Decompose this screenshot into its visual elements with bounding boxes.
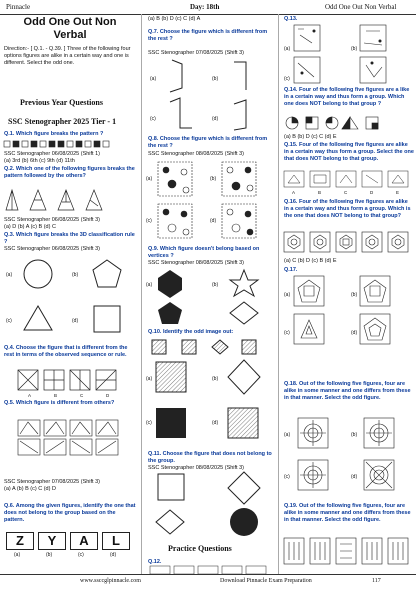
q13-figures <box>284 23 412 87</box>
q17-label-a: (a) <box>284 292 291 298</box>
q12-figure-row <box>148 566 274 574</box>
q18-label-a: (a) <box>284 432 291 438</box>
q3-text: Q.3. Which figure breaks the 3D classification rule ? <box>4 232 135 245</box>
q16-text: Q.16. Four of the following five figures are alike in a certain way and thus form a group. Which is the one that does NOT belong to that group? <box>284 199 411 219</box>
q5-figure-grid <box>18 420 126 456</box>
page-title: Odd One Out Non Verbal <box>23 16 117 41</box>
q1-options: (a) 3rd (b) 6th (c) 9th (d) 11th <box>4 158 75 164</box>
q6-letter-z: Z <box>6 532 34 550</box>
q7-label-b: (b) <box>212 76 219 82</box>
q8-label-b: (b) <box>210 176 217 182</box>
q1-figure-row <box>4 140 136 148</box>
q13-label-a: (a) <box>284 46 291 52</box>
q2-figure-row <box>4 188 134 216</box>
q8-text: Q.8. Choose the figure which is different from the rest ? <box>148 136 268 149</box>
q6-letter-a: A <box>70 532 98 550</box>
q8-label-a: (a) <box>146 176 153 182</box>
header-brand: Pinnacle <box>6 3 31 11</box>
q18-label-c: (c) <box>284 474 290 480</box>
q9-label-b: (b) <box>212 282 219 288</box>
q8-label-c: (c) <box>146 218 152 224</box>
q7-label-c: (c) <box>150 116 156 122</box>
q7-figures <box>148 58 274 134</box>
q3-label-d: (d) <box>72 318 79 324</box>
q17-label-b: (b) <box>351 292 358 298</box>
q16-options: (a) C (b) D (c) B (d) E <box>284 258 337 264</box>
q19-figure-row <box>284 538 412 568</box>
q9-label-a: (a) <box>146 282 153 288</box>
header-topic: Odd One Out Non Verbal <box>325 3 397 11</box>
q14-text: Q.14. Four of the following five figures are a like in a certain way and thus form a group. Which one does NOT belong to that group ? <box>284 87 410 107</box>
q4-figure-row <box>18 370 126 392</box>
q10-figures <box>148 338 274 356</box>
q18-label-d: (d) <box>351 474 358 480</box>
q7-label-d: (d) <box>212 116 219 122</box>
exam-heading: SSC Stenographer 2025 Tier - 1 <box>8 117 117 126</box>
q10-label-d: (d) <box>212 420 219 426</box>
q10-label-a: (a) <box>146 376 153 382</box>
q5-text: Q.5. Which figure is different from others? <box>4 400 115 406</box>
q10-text: Q.10. Identify the odd image out: <box>148 329 234 335</box>
q17-label-d: (d) <box>351 330 358 336</box>
q3-label-a: (a) <box>6 272 13 278</box>
q1-source: SSC Stenographer 06/08/2025 (Shift 1) <box>4 151 101 157</box>
column-3: Q.13. (a) (b) (c) Q.14. Four of the following five figures are a like in a certain way and thus form a group. Which one does NOT belong to that group ? (a) B (b) D (c) C (d) E Q.15. Four of the following five figures are alike in a certain way thus form a group. Select the one that does NOT belong to that group. A B C D E Q.16. Four of the following five figures are alike in a certain way and thus form a group. Which is the one that does NOT belong to that group? (a) C (b) D (c) B (d) E Q.17. (a) (b) (c) (d) Q.18. Out of the following five figures, four are alike in some manner and one differs from these in that manner. Select the odd figure. (a) (b) (c) (d) Q.19. Out of the following five figures, four are alike in some manner and one differs from these in that manner. Select the odd figure. <box>278 14 416 574</box>
q4-text: Q.4. Choose the figure that is different from the rest in terms of the observed sequence or rule. <box>4 345 128 358</box>
q16-figure-row <box>284 232 412 254</box>
q1-text: Q.1. Which figure breaks the pattern ? <box>4 131 104 137</box>
q18-figures <box>284 416 412 500</box>
q13-text: Q.13. <box>284 16 298 22</box>
q9-source: SSC Stenographer 08/08/2025 (Shift 3) <box>148 260 245 266</box>
q6-letter-y: Y <box>38 532 66 550</box>
q3-shapes <box>4 254 134 350</box>
q9-text: Q.9. Which figure doesn't belong based on vertices ? <box>148 246 260 259</box>
q10-label-b: (b) <box>212 376 219 382</box>
q2-options: (a) D (b) A (c) B (d) C <box>4 224 56 230</box>
q18-label-b: (b) <box>351 432 358 438</box>
pyq-heading: Previous Year Questions <box>20 98 103 107</box>
q7-label-a: (a) <box>150 76 157 82</box>
q8-figures <box>148 160 274 244</box>
q6-letter-l: L <box>102 532 130 550</box>
q17-label-c: (c) <box>284 330 290 336</box>
page-footer <box>0 574 416 589</box>
q5-source: SSC Stenographer 07/08/2025 (Shift 3) <box>4 479 101 485</box>
q2-text: Q.2. Which one of the following figures breaks the pattern followed by the others? <box>4 166 135 179</box>
footer-page-number: 117 <box>372 578 381 584</box>
practice-heading: Practice Questions <box>168 544 232 553</box>
q3-label-c: (c) <box>6 318 12 324</box>
q3-source: SSC Stenographer 06/08/2025 (Shift 3) <box>4 246 101 252</box>
footer-website[interactable]: www.ssccglpinnacle.com <box>80 578 141 584</box>
q12-text: Q.12. <box>148 559 162 565</box>
q19-text: Q.19. Out of the following five figures, four are alike in some manner and one differs from these in that manner. Select the odd figure. <box>284 503 411 523</box>
column-2 <box>141 14 278 574</box>
q9-figures <box>148 268 274 326</box>
q14-options: (a) B (b) D (c) C (d) E <box>284 134 337 140</box>
q13-label-b: (b) <box>351 46 358 52</box>
footer-download[interactable]: Download Pinnacle Exam Preparation <box>220 578 312 584</box>
q7-text: Q.7. Choose the figure which is different from the rest ? <box>148 29 268 42</box>
q13-label-c: (c) <box>284 76 290 82</box>
q15-figure-row <box>284 171 412 189</box>
q17-text: Q.17. <box>284 267 298 273</box>
q11-figures <box>148 472 274 542</box>
q8-source: SSC Stenographer 08/08/2025 (Shift 3) <box>148 151 245 157</box>
q6-text: Q.6. Among the given figures, identify the one that does not belong to the group based on the pattern. <box>4 503 136 523</box>
q10-label-c: (c) <box>146 420 152 426</box>
q18-text: Q.18. Out of the following five figures, four are alike in some manner and one differs from these in that manner. Select the odd figure. <box>284 381 411 401</box>
page-header <box>0 0 416 15</box>
q11-source: SSC Stenographer 08/08/2025 (Shift 3) <box>148 465 245 471</box>
q17-figures <box>284 274 412 348</box>
q11-text: Q.11. Choose the figure that does not belong to the group. <box>148 451 272 464</box>
direction-text: Direction:- [ Q.1. - Q.39. ] Three of the following four options figures are alike in a certain way and one is different. Select the odd one. <box>4 46 131 66</box>
q7-source: SSC Stenographer 07/08/2025 (Shift 3) <box>148 50 245 56</box>
q14-figure-row <box>284 115 412 131</box>
column-1: Odd One Out Non Verbal Direction:- [ Q.1. - Q.39. ] Three of the following four options figures are alike in a certain way and one is different. Select the odd one. Previous Year Questions SSC Stenographer 2025 Tier - 1 Q.1. Which figure breaks the pattern ? SSC Stenographer 06/08/2025 (Shift 1) (a) 3rd (b) 6th (c) 9th (d) 11th Q.2. Which one of the following figures breaks the pattern followed by the others? SSC Stenographer 06/08/2025 (Shift 3) (a) D (b) A (c) B (d) C Q.3. Which figure breaks the 3D classification rule ? SSC Stenographer 06/08/2025 (Shift 3) (a) (b) (c) (d) Q.4. Choose the figure that is different from the rest in terms of the observed sequence or rule. A B C D Q.5. Which figure is different from others? SSC Stenographer 07/08/2025 (Shift 3) (a) A (b) B (c) C (d) D Q.6. Among the given figures, identify the one that does not belong to the group based on the pattern. Z Y A L (a) (b) (c) (d) <box>4 16 136 558</box>
header-day: Day: 18th <box>190 3 220 11</box>
q5-options: (a) A (b) B (c) C (d) D <box>4 486 56 492</box>
q6-answer-options: (a) B (b) D (c) C (d) A <box>148 16 201 22</box>
q6-letter-row <box>6 532 136 550</box>
q15-text: Q.15. Four of the following five figures are alike in a certain way thus form a group. Select the one that does NOT belong to that group. <box>284 142 414 162</box>
q10-large-figures <box>148 360 274 450</box>
q3-label-b: (b) <box>72 272 79 278</box>
q2-source: SSC Stenographer 06/08/2025 (Shift 3) <box>4 217 101 223</box>
q8-label-d: (d) <box>210 218 217 224</box>
